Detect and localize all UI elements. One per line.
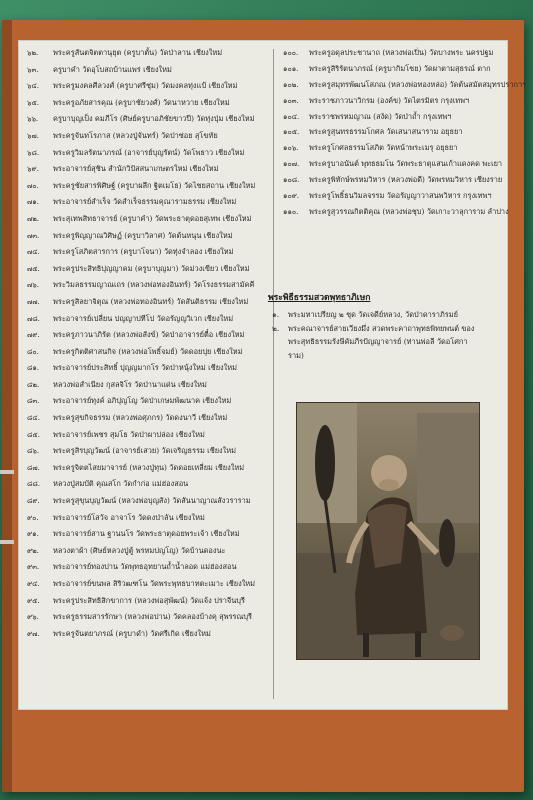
item-text: พระสุเทพสิทธาจารย์ (ครูบาคำ) วัดพระธาตุดอยสุเทพ เชียงใหม่ [53,213,252,223]
item-number: ๙๖. [27,613,39,622]
item-number: ๘๖. [27,447,40,456]
item-number: ๗๒. [27,214,40,223]
list-item [283,174,501,190]
list-item [27,379,265,396]
item-number: ๗๓. [27,231,40,240]
item-text: พระอาจารย์ประสิทธิ์ ปุญญมากโร วัดป่าหนุ้งใหม่ เชียงใหม่ [53,363,237,373]
list-item [283,190,501,206]
item-number: ๖๘. [27,148,40,157]
list-item [27,628,265,645]
item-number: ๙๔. [27,580,40,588]
ceremony-text: พระมหาเปรียญ ๒ ชุด วัดเจดีย์หลวง, วัดป่าดาราภิรมย์ [288,310,458,319]
list-item [283,79,527,95]
ceremony-number: ๑. [272,310,280,319]
item-number: ๖๒. [27,49,39,57]
list-item [27,147,265,164]
item-text: พระครูมงคลศีลวงศ์ (ครูบาศรีชุ่ม) วัดมงคลทุ่งเเป้ เชียงใหม่ [53,81,238,91]
item-number: ๗๐. [27,181,39,190]
binding-edge [2,20,12,792]
list-item [27,578,265,595]
list-item [27,545,265,562]
item-text: พระครูอภัยสารคุณ (ครูบาชัยวงศ์) วัดนาหวาย เชียงใหม่ [53,97,230,107]
monk-photo [296,402,480,660]
item-number: ๗๔. [27,248,40,257]
item-text: พระครูสิริรัตนาภรณ์ (ครูบากิมโชย) วัดผาตามสุธรณ์ ตาก [309,63,491,73]
item-number: ๙๐. [27,513,39,522]
item-text: พระครูสุขุนบุญวัฒน์ (หลวงพ่อบุญสัง) วัดสันนาญาณสังวราราม [53,496,251,506]
list-item [27,528,265,545]
item-number: ๑๐๕. [283,128,300,137]
item-text: พระครูสันตจิตตานุยุต (ครูบาตั้น) วัดป่าลาน เชียงใหม่ [53,48,223,57]
item-number: ๑๐๑. [283,64,299,73]
item-text: พระอาจารย์สำเร็จ วัดสำเร็จธรรมคุณารามธรรม เชียงใหม่ [53,197,237,207]
item-number: ๘๓. [27,397,40,406]
ceremony-title: พระพิธีธรรมสวดพุทธาภิเษก [268,293,371,303]
item-text: พระราชพรหมญาณ (สงัด) วัดป่าถ้ำ กรุงเทพฯ [309,111,452,121]
list-item [27,445,265,462]
item-text: พระครูจันตยาภรณ์ (ครูบาดำ) วัดศรีเกิด เชียงใหม่ [53,628,211,638]
item-text: พระครูบาอนันต์ พุทธธมโน วัดพระธาตุแสนเก้าแดงคด พะเยา [309,159,503,169]
item-number: ๑๐๖. [283,144,299,153]
list-item [27,80,265,97]
ceremony-number: ๒. [272,323,280,333]
item-number: ๖๙. [27,165,39,174]
list-item [27,47,265,64]
item-text: พระครูสิลยาจิตุณ (หลวงพ่อทองอินทร์) วัดสันติธรรม เชียงใหม่ [53,296,249,306]
item-number: ๘๑. [27,364,40,373]
list-item [27,412,265,429]
item-number: ๑๐๐. [283,49,299,57]
list-item [27,64,265,81]
ceremony-item [272,322,482,363]
list-item [283,158,501,174]
item-text: พระครูธรรมสารรักษา (หลวงพ่อปาน) วัดคลองบ้างคุ สุพรรณบุรี [53,612,253,622]
item-number: ๙๗. [27,629,40,638]
item-text: พระครูภาวนาภิรัต (หลวงพ่อสังข์) วัดป่าอาจารย์ตื๋อ เชียงใหม่ [53,330,245,340]
list-item [27,213,265,230]
item-text: พระครูสมุทรพัฒนโสภณ (หลวงพ่อทองหล่อ) วัดต้นสมัตสมุทรปราการ [309,79,527,89]
item-text: พระอาจารย์เปลี่ยน ปญญาปทีโป วัดอรัญญวิเวก เชียงใหม่ [53,313,234,323]
list-item [27,611,265,628]
list-item [27,180,265,197]
list-item [27,329,265,346]
list-item [27,462,265,479]
item-number: ๗๘. [27,314,40,323]
item-number: ๖๖. [27,115,39,124]
ceremony-list [272,308,482,362]
item-text: พระครูโพธิ์ธนวิมลจรรม วัดอรัญญาวาสนพวิหาร กรุงเทพฯ [309,191,492,201]
list-item [283,111,501,127]
item-text: หลวงปู่สมบัติ คุณสโก วัดกำก่อ แม่ฮ่องสอน [53,479,189,489]
list-item [27,429,265,446]
list-item [27,196,265,213]
list-item [27,97,265,114]
staple-bottom [0,540,14,544]
item-number: ๑๑๐. [283,207,299,216]
list-item [283,206,509,222]
list-item [27,246,265,263]
item-number: ๗๑. [27,198,39,207]
item-number: ๖๔. [27,82,39,91]
item-number: ๑๐๗. [283,160,300,169]
list-item [27,512,265,529]
item-text: พระครูสุขกิจธรรม (หลวงพ่อศุภกร) วัดดงนาวี เชียงใหม่ [53,413,228,423]
item-text: พระครูโกศลธรรมโสภิต วัดหน้าพระเมรุ อยุธยา [309,143,458,153]
item-number: ๖๗. [27,131,39,140]
item-text: พระอาจารย์สุชิน สำนักวิปัสสนาเกษตรใหม่ เชียงใหม่ [53,164,219,174]
list-item [283,47,501,63]
item-text: หลวงตาผ้า (ศิษย์หลวงปู่ตู้ พรหมปญโญ) วัดบ้านดองนะ [53,545,226,555]
list-item [27,595,265,612]
ceremony-item [272,308,482,322]
item-text: พระอาจารย์เพชร สุมโธ วัดป่าผาปล่อง เชียงใหม่ [53,429,205,439]
item-number: ๑๐๒. [283,80,299,89]
item-number: ๗๕. [27,264,40,273]
item-number: ๑๐๘. [283,176,300,185]
item-number: ๖๓. [27,65,39,74]
item-text: พระอาจารย์ทองปาน วัดพุทธอุทยานถ้ำน้ำลอด แม่ฮ่องสอน [53,562,237,572]
list-item [27,561,265,578]
item-number: ๙๒. [27,546,39,555]
item-number: ๑๐๔. [283,112,300,121]
item-number: ๗๙. [27,331,40,340]
left-name-list [27,47,265,644]
item-text: พระครูโสภิตสารการ (ครูบาโจนา) วัดทุ่งจำลอง เชียงใหม่ [53,247,234,257]
item-number: ๑๐๙. [283,192,300,201]
item-number: ๘๔. [27,414,40,423]
item-text: พระอาจารย์ขนพล สิริวฒฑโน วัดพระพุทธบาทตะเมาะ เชียงใหม่ [53,579,256,588]
list-item [27,395,265,412]
item-text: ครูบาบุญเป็ง คมภีโร (ศิษย์ครูบาอภิชัยขาวปี) วัดทุ่งปุ่ม เชียงใหม่ [53,114,255,124]
list-item [27,130,265,147]
item-number: ๘๘. [27,480,41,489]
list-item [283,142,501,158]
item-text: พระอาจารย์สาน ฐานนโร วัดพระธาตุดอยพระเจ้า เชียงใหม่ [53,529,240,539]
item-text: พระครูสุวรรณกิตติคุณ (หลวงพ่อชุบ) วัดเกาะวาลุการาม ลำปาง [309,206,509,216]
item-text: พระครูพิญญาณวิศิษฏ์ (ครูบาวิลาศ) วัดต้นหนุน เชียงใหม่ [53,230,233,240]
item-text: พระครูจิตตไสยมาจารย์ (หลวงปู่ทุน) วัดดอยเหลี่ยม เชียงใหม่ [53,462,245,472]
item-text: พระครูประสิทธิสิกขาการ (หลวงพ่อสุพัฒน์) วัดแจ้ง ปราจีนบุรี [53,595,245,605]
list-item [27,495,265,512]
list-item [27,230,265,247]
list-item [283,126,501,142]
item-number: ๙๕. [27,596,40,605]
item-text: พระวิมลธรรมญาณเถร (หลวงพ่อทองอินทร์) วัดโรงธรรมสามัคคี [53,280,255,290]
list-item [283,63,501,79]
item-number: ๖๕. [27,98,39,107]
item-number: ๙๓. [27,563,40,572]
column-divider [273,49,274,699]
item-number: ๘๒. [27,380,40,389]
list-item [27,163,265,180]
list-item [27,478,265,495]
list-item [27,296,265,313]
list-item [27,346,265,363]
item-number: ๗๖. [27,281,39,290]
item-number: ๘๙. [27,497,40,506]
item-text: พระราชภาวนาวิกรม (องค์ข) วัดไตรมิตร กรุงเทพฯ [309,95,470,105]
item-text: พระครูจันทโรภาส (หลวงปู่จันทร์) วัดป่าซ่อย สุโขทัย [53,130,218,140]
list-item [27,313,265,330]
item-text: พระครูชัยสารพิศิษฐ์ (ครูบาผลึก ฐิตเมโธ) วัดไชยสถาน เชียงใหม่ [53,180,256,190]
item-number: ๑๐๓. [283,96,299,105]
list-item [27,362,265,379]
item-text: พระครูประสิทธิปุญญาคม (ครูบาบุญมา) วัดม่วงเขียว เชียงใหม่ [53,263,250,273]
ceremony-text: พระคณาจารย์สายเวียงมึ่ง สวดพระคาถาพุทธพิทยพนต์ ของพระสุทธิธรรมรังษีคัมภีรปัญญาจารย์ (ท่านพ่อลี วัดอโศการาม) [288,323,475,360]
item-number: ๘๕. [27,430,40,439]
item-number: ๘๗. [27,463,40,472]
item-text: พระครูอดุลประชานาถ (หลวงพ่อเปิ่น) วัดบางพระ นครปฐม [309,48,494,57]
staple-top [0,470,14,474]
item-text: พระอาจารย์โสวัจ อาจาโร วัดดงป่าลัน เชียงใหม่ [53,512,205,522]
item-number: ๗๗. [27,297,40,306]
item-text: พระครูกิตติศาสนกิจ (หลวงพ่อโพธิ์จมย์) วัดดอยปุย เชียงใหม่ [53,346,243,356]
item-text: พระอาจารย์ทุงค์ อภิปุญโญ วัดป่าเกษมพัฒนาค เชียงใหม่ [53,396,232,406]
item-text: ครูบาคำ วัดอุโบสถบ้านแพร่ เชียงใหม่ [53,64,172,74]
item-text: พระครูวิมลรัตนาภรณ์ (อาจารย์บุญรัตน์) วัดโพธาว เชียงใหม่ [53,147,245,157]
item-text: หลวงพ่อสำเนียง กุสลจิโร วัดป่านาแด่น เชียงใหม่ [53,379,207,389]
item-text: พระครูพิทักษ์พรหมวิหาร (หลวงพ่อดี) วัดพรหมวิหาร เชียงราย [309,175,503,185]
item-text: พระครูสิรบุญวัฒน์ (อาจารย์เสวย) วัดเจริญธรรม เชียงใหม่ [53,446,237,456]
item-number: ๘๐. [27,347,39,356]
list-item [27,263,265,280]
list-item [27,113,265,130]
list-item [283,95,501,111]
item-text: พระครูสุนทรธรรมโกศล วัดเสนาสนาราม อยุธยา [309,127,463,137]
right-name-list [283,47,527,222]
item-number: ๙๑. [27,530,39,539]
list-item [27,279,265,296]
